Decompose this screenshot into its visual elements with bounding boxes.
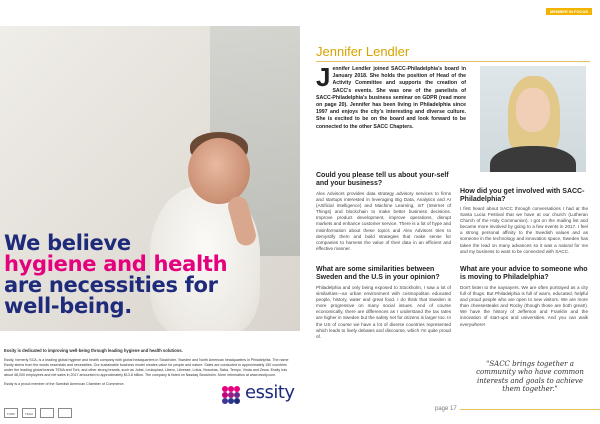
portrait-shoulders	[490, 146, 576, 172]
member-intro	[316, 62, 466, 131]
about-lead: Essity is dedicated to improving well-being through leading hygiene and health solutions.	[4, 348, 183, 353]
q3-heading: What are some similarities between Sweden and the U.S in your opinion?	[316, 266, 440, 282]
headline-line-3: are necessities for	[4, 273, 218, 297]
headline-line-2: hygiene and health	[4, 252, 228, 276]
member-name: Jennifer Lendler	[316, 44, 410, 59]
name-divider	[316, 61, 590, 62]
q2-answer: I first heard about SACC through conversations I had at the Santa Lucia Festival that we have at our church (Lutheran Church of the Holy Communion). I got on the mailing list and became more involved by going to a few events in 2017. I feel a strong personal affinity to the Swedish values and as someone in the technology and innovation space, Sweden has taken the lead on many advances so it was a natural for me and my business to want to be connected with SACC.	[460, 206, 588, 254]
section-tab: MEMBER IN FOCUS	[546, 8, 592, 15]
essity-logo-icon	[219, 383, 243, 407]
essity-wordmark: essity	[245, 382, 295, 403]
brand-logo-3	[40, 408, 54, 418]
about-body: Essity, formerly SCA, is a leading global hygiene and health company with global headquarters in Stockholm, Sweden and North American headquarters in Philadelphia. The name Essity stems from the words essentials and necessities. Our sustainable business model creates value for people and nature. Sales are conducted in approximately 150 countries under the leading global brands TENA and Tork, and other strong brands, such as Jobst, Leukoplast, Libero, Libresse, Lotus, Nosotras, Saba, Tempo, Vinda and Zewa. Essity has about 48,000 employees and net sales in 2017 amounted to approximately $13.8 billion. The company is listed on Nasdaq Stockholm. More information at www.essity.com.	[4, 358, 289, 377]
partner-logos	[4, 408, 104, 420]
q1-answer: Alex Advisors provides data strategy advisory services to firms and startups interested in leveraging Big Data, Analytics and AI (Artificial Intelligence) and Machine Learning, IoT (Internet of Things) and blockchain to make better business decisions. Improve product development, improve operations, disrupt markets and enhance customer service. There is a lot of hype and misinformation about these topics and Alex Advisors tries to demystify them and build strategies that make sense for companies to harness the value of their data in an efficient and effective manner.	[316, 191, 451, 251]
q2-heading: How did you get involved with SACC- Philadelphia?	[460, 188, 585, 204]
q4-heading: What are your advice to someone who is moving to Philadelphia?	[460, 266, 588, 282]
q4-answer: Don't listen to the naysayers. We are often portrayed as a city full of thugs. But Philadelphia is full of warm, educated, helpful and proud people who are open to new visitors. We are more than cheesesteaks and Rocky (though those are both great!). We have the history of Jefferson and Franklin and the innovation of start-ups and universities. And you can walk everywhere!	[460, 285, 588, 327]
brand-logo-4	[58, 408, 72, 418]
right-page-member-profile	[300, 0, 600, 424]
q1-heading: Could you please tell us about your-self and your business?	[316, 172, 449, 188]
headline-line-1: We believe	[4, 231, 131, 255]
tork-logo: TORK	[4, 408, 18, 418]
pull-quote: "SACC brings together a community who have common interests and goals to achieve them together."	[476, 360, 584, 394]
portrait-face	[516, 88, 550, 132]
q3-answer: Philadelphia and only being exposed to Stockholm, I saw a lot of similarities—an urban environment with cosmopolitan educated people, history, water and great food. I do think that Sweden is more progressive on many social issues. And of course economically, there are differences as I understand the tax rates are higher in Sweden but the safety net for citizens is larger too. In the US of course we have a lot of diverse countries represented which leads to lively debates and discourse, which I'm quite proud of.	[316, 285, 451, 339]
tena-logo: TENA	[22, 408, 36, 418]
ad-headline	[4, 233, 254, 317]
page-number-rule	[460, 409, 600, 410]
page-number: page 17	[435, 406, 457, 412]
baby-head	[188, 138, 250, 204]
headline-line-4: well-being.	[4, 294, 132, 318]
intro-dropcap: J	[316, 62, 331, 92]
member-portrait	[480, 66, 586, 172]
intro-text: ennifer Lendler joined SACC-Philadelphia's board in January 2018. She holds the position of Head of the Activity Committee and supports the creation of SACC's events. She was one of the panelists of SACC-Philadelphia's business seminar on GDPR (read more on page 20). Jennifer has been living in Philadelphia since 1997 and enjoys the city's interesting and diverse culture. She is excited to be on the board and look forward to be connected to the other SACC Chapters.	[316, 66, 466, 130]
about-member: Essity is a proud member of the Swedish American Chamber of Commerce.	[4, 382, 125, 386]
